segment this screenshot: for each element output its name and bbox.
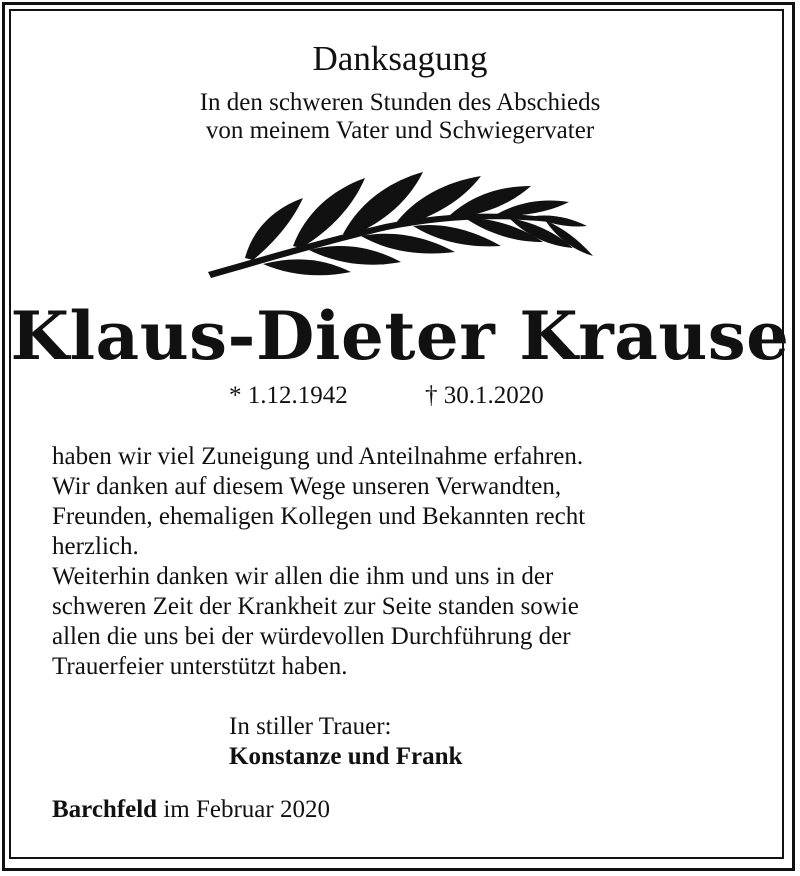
signoff: [229, 712, 462, 772]
body-line: allen die uns bei der würdevollen Durchführung der: [52, 623, 571, 650]
notice-heading: Danksagung: [312, 39, 488, 78]
body-line: Freunden, ehemaligen Kollegen und Bekannten recht: [52, 503, 586, 530]
place-name: Barchfeld: [52, 796, 158, 823]
signoff-label: In stiller Trauer:: [229, 713, 392, 740]
intro-text: [0, 89, 800, 145]
body-line: Weiterhin danken wir allen die ihm und uns in der: [52, 563, 554, 590]
date-text: im Februar 2020: [157, 796, 330, 823]
thanks-body: [52, 442, 752, 682]
body-line: herzlich.: [52, 533, 139, 560]
place-and-date: [52, 795, 330, 825]
intro-line: In den schweren Stunden des Abschieds: [199, 89, 601, 116]
body-line: haben wir viel Zuneigung und Anteilnahme erfahren.: [52, 443, 584, 470]
body-line: Wir danken auf diesem Wege unseren Verwandten,: [52, 473, 562, 500]
death-date: † 30.1.2020: [425, 382, 544, 409]
intro-line: von meinem Vater und Schwiegervater: [205, 117, 595, 144]
body-line: schweren Zeit der Krankheit zur Seite standen sowie: [52, 593, 579, 620]
palm-branch-icon: [205, 168, 600, 280]
birth-date: * 1.12.1942: [229, 382, 348, 409]
signoff-names: Konstanze und Frank: [229, 743, 463, 770]
body-line: Trauerfeier unterstützt haben.: [52, 653, 348, 680]
deceased-name: Klaus-Dieter Krause: [10, 297, 790, 375]
